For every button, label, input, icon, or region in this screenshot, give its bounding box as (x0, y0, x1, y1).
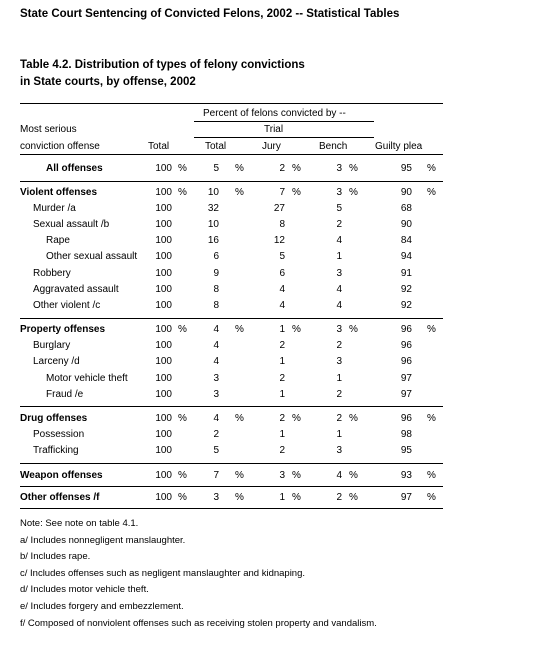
row-label: Weapon offenses (20, 470, 103, 481)
row-label: Larceny /d (33, 356, 80, 367)
cell-jury: 2 (279, 340, 285, 351)
cell-total: 100 (155, 492, 172, 503)
percent-sign: % (427, 492, 436, 503)
percent-sign: % (178, 470, 187, 481)
note-line: f/ Composed of nonviolent offenses such as receiving stolen property and vandalism. (20, 617, 377, 629)
cell-jury: 3 (279, 470, 285, 481)
percent-sign: % (178, 163, 187, 174)
row-label: Sexual assault /b (33, 219, 110, 230)
percent-sign: % (427, 187, 436, 198)
table-bottom-rule (20, 508, 443, 509)
percent-sign: % (235, 324, 244, 335)
cell-total: 100 (155, 235, 172, 246)
cell-jury: 4 (279, 300, 285, 311)
cell-bench: 3 (336, 324, 342, 335)
col-trial-total-header: Total (205, 141, 227, 152)
cell-jury: 2 (279, 413, 285, 424)
percent-sign: % (349, 470, 358, 481)
section-rule (20, 406, 443, 407)
cell-total: 100 (155, 219, 172, 230)
trial-header: Trial (264, 124, 284, 135)
percent-sign: % (235, 187, 244, 198)
row-label: Property offenses (20, 324, 106, 335)
cell-jury: 4 (279, 284, 285, 295)
percent-sign: % (427, 470, 436, 481)
row-label: Burglary (33, 340, 71, 351)
cell-guilty-plea: 96 (400, 340, 412, 351)
row-label: Violent offenses (20, 187, 98, 198)
percent-sign: % (427, 163, 436, 174)
stub-header-line1: Most serious (20, 124, 77, 135)
note-line: b/ Includes rape. (20, 551, 91, 563)
cell-total: 100 (155, 340, 172, 351)
cell-bench: 3 (336, 445, 342, 456)
cell-total: 100 (155, 324, 172, 335)
cell-bench: 2 (336, 413, 342, 424)
cell-total: 100 (155, 389, 172, 400)
cell-trial-total: 3 (213, 389, 219, 400)
cell-guilty-plea: 94 (400, 251, 412, 262)
cell-jury: 12 (273, 235, 285, 246)
cell-total: 100 (155, 470, 172, 481)
cell-guilty-plea: 90 (400, 219, 412, 230)
cell-jury: 1 (279, 389, 285, 400)
cell-jury: 2 (279, 445, 285, 456)
percent-header: Percent of felons convicted by -- (203, 108, 346, 119)
cell-guilty-plea: 92 (400, 284, 412, 295)
cell-jury: 27 (273, 203, 285, 214)
note-line: d/ Includes motor vehicle theft. (20, 584, 149, 596)
cell-bench: 3 (336, 187, 342, 198)
cell-bench: 4 (336, 300, 342, 311)
row-label: Trafficking (33, 445, 79, 456)
cell-jury: 7 (279, 187, 285, 198)
cell-bench: 3 (336, 268, 342, 279)
cell-trial-total: 4 (213, 413, 219, 424)
percent-sign: % (349, 163, 358, 174)
cell-trial-total: 16 (207, 235, 219, 246)
section-rule (20, 181, 443, 182)
row-label: Fraud /e (46, 389, 84, 400)
percent-sign: % (292, 163, 301, 174)
percent-sign: % (349, 187, 358, 198)
row-label: Other violent /c (33, 300, 101, 311)
cell-trial-total: 7 (213, 470, 219, 481)
percent-header-rule (194, 121, 374, 122)
cell-total: 100 (155, 356, 172, 367)
percent-sign: % (427, 324, 436, 335)
cell-total: 100 (155, 268, 172, 279)
cell-guilty-plea: 84 (400, 235, 412, 246)
row-label: Murder /a (33, 203, 76, 214)
stub-header-line2: conviction offense (20, 141, 100, 152)
table-title-line1: Table 4.2. Distribution of types of felony convictions (20, 59, 305, 71)
col-guilty-plea-header: Guilty plea (375, 141, 423, 152)
row-label: Other offenses /f (20, 492, 100, 503)
note-line: c/ Includes offenses such as negligent manslaughter and kidnaping. (20, 567, 306, 579)
cell-total: 100 (155, 413, 172, 424)
row-label: Aggravated assault (33, 284, 119, 295)
cell-total: 100 (155, 445, 172, 456)
percent-sign: % (292, 470, 301, 481)
row-label: Drug offenses (20, 413, 88, 424)
row-label: Other sexual assault (46, 251, 138, 262)
percent-sign: % (349, 324, 358, 335)
cell-bench: 1 (336, 429, 342, 440)
cell-jury: 1 (279, 356, 285, 367)
percent-sign: % (292, 492, 301, 503)
cell-guilty-plea: 97 (400, 492, 412, 503)
cell-guilty-plea: 93 (400, 470, 412, 481)
cell-bench: 2 (336, 389, 342, 400)
percent-sign: % (235, 470, 244, 481)
cell-bench: 4 (336, 470, 342, 481)
cell-total: 100 (155, 203, 172, 214)
cell-guilty-plea: 68 (400, 203, 412, 214)
percent-sign: % (178, 187, 187, 198)
cell-trial-total: 2 (213, 429, 219, 440)
percent-sign: % (235, 163, 244, 174)
note-line: a/ Includes nonnegligent manslaughter. (20, 534, 186, 546)
percent-sign: % (349, 413, 358, 424)
trial-header-rule (194, 137, 374, 138)
cell-guilty-plea: 96 (400, 356, 412, 367)
percent-sign: % (349, 492, 358, 503)
cell-total: 100 (155, 251, 172, 262)
row-label: Rape (46, 235, 70, 246)
cell-trial-total: 4 (213, 340, 219, 351)
col-jury-header: Jury (262, 141, 281, 152)
header-bottom-rule (20, 154, 443, 155)
percent-sign: % (178, 324, 187, 335)
cell-trial-total: 10 (207, 187, 219, 198)
cell-bench: 2 (336, 219, 342, 230)
note-line: e/ Includes forgery and embezzlement. (20, 600, 184, 612)
note-line: Note: See note on table 4.1. (20, 518, 139, 529)
cell-trial-total: 32 (207, 203, 219, 214)
section-rule (20, 463, 443, 464)
cell-guilty-plea: 95 (400, 163, 412, 174)
cell-jury: 1 (279, 492, 285, 503)
percent-sign: % (178, 492, 187, 503)
cell-jury: 2 (279, 163, 285, 174)
cell-bench: 1 (336, 251, 342, 262)
table-title (20, 57, 305, 91)
cell-bench: 3 (336, 356, 342, 367)
cell-trial-total: 9 (213, 268, 219, 279)
cell-bench: 2 (336, 340, 342, 351)
document-title: State Court Sentencing of Convicted Felons, 2002 -- Statistical Tables (20, 8, 400, 20)
cell-guilty-plea: 98 (400, 429, 412, 440)
cell-trial-total: 4 (213, 324, 219, 335)
percent-sign: % (178, 413, 187, 424)
table-top-rule (20, 103, 443, 104)
row-label: Motor vehicle theft (46, 373, 128, 384)
cell-total: 100 (155, 187, 172, 198)
cell-trial-total: 5 (213, 445, 219, 456)
cell-total: 100 (155, 163, 172, 174)
cell-trial-total: 4 (213, 356, 219, 367)
cell-guilty-plea: 96 (400, 324, 412, 335)
cell-trial-total: 6 (213, 251, 219, 262)
cell-total: 100 (155, 284, 172, 295)
cell-total: 100 (155, 373, 172, 384)
notes (20, 516, 377, 632)
row-label: Possession (33, 429, 85, 440)
percent-sign: % (235, 492, 244, 503)
cell-bench: 1 (336, 373, 342, 384)
col-bench-header: Bench (319, 141, 348, 152)
cell-trial-total: 8 (213, 284, 219, 295)
table-title-line2: in State courts, by offense, 2002 (20, 76, 196, 88)
cell-trial-total: 10 (207, 219, 219, 230)
row-label: All offenses (46, 163, 103, 174)
cell-guilty-plea: 95 (400, 445, 412, 456)
percent-sign: % (292, 187, 301, 198)
cell-bench: 4 (336, 284, 342, 295)
col-total-header: Total (148, 141, 170, 152)
cell-guilty-plea: 91 (400, 268, 412, 279)
cell-jury: 8 (279, 219, 285, 230)
cell-trial-total: 3 (213, 492, 219, 503)
cell-trial-total: 5 (213, 163, 219, 174)
cell-jury: 1 (279, 324, 285, 335)
cell-trial-total: 8 (213, 300, 219, 311)
cell-jury: 1 (279, 429, 285, 440)
cell-bench: 2 (336, 492, 342, 503)
cell-guilty-plea: 92 (400, 300, 412, 311)
cell-jury: 2 (279, 373, 285, 384)
cell-bench: 4 (336, 235, 342, 246)
cell-total: 100 (155, 300, 172, 311)
percent-sign: % (292, 324, 301, 335)
percent-sign: % (292, 413, 301, 424)
section-rule (20, 486, 443, 487)
cell-jury: 5 (279, 251, 285, 262)
cell-total: 100 (155, 429, 172, 440)
cell-guilty-plea: 90 (400, 187, 412, 198)
percent-sign: % (427, 413, 436, 424)
percent-sign: % (235, 413, 244, 424)
cell-trial-total: 3 (213, 373, 219, 384)
cell-guilty-plea: 96 (400, 413, 412, 424)
cell-jury: 6 (279, 268, 285, 279)
cell-bench: 5 (336, 203, 342, 214)
row-label: Robbery (33, 268, 71, 279)
cell-bench: 3 (336, 163, 342, 174)
cell-guilty-plea: 97 (400, 389, 412, 400)
section-rule (20, 318, 443, 319)
cell-guilty-plea: 97 (400, 373, 412, 384)
